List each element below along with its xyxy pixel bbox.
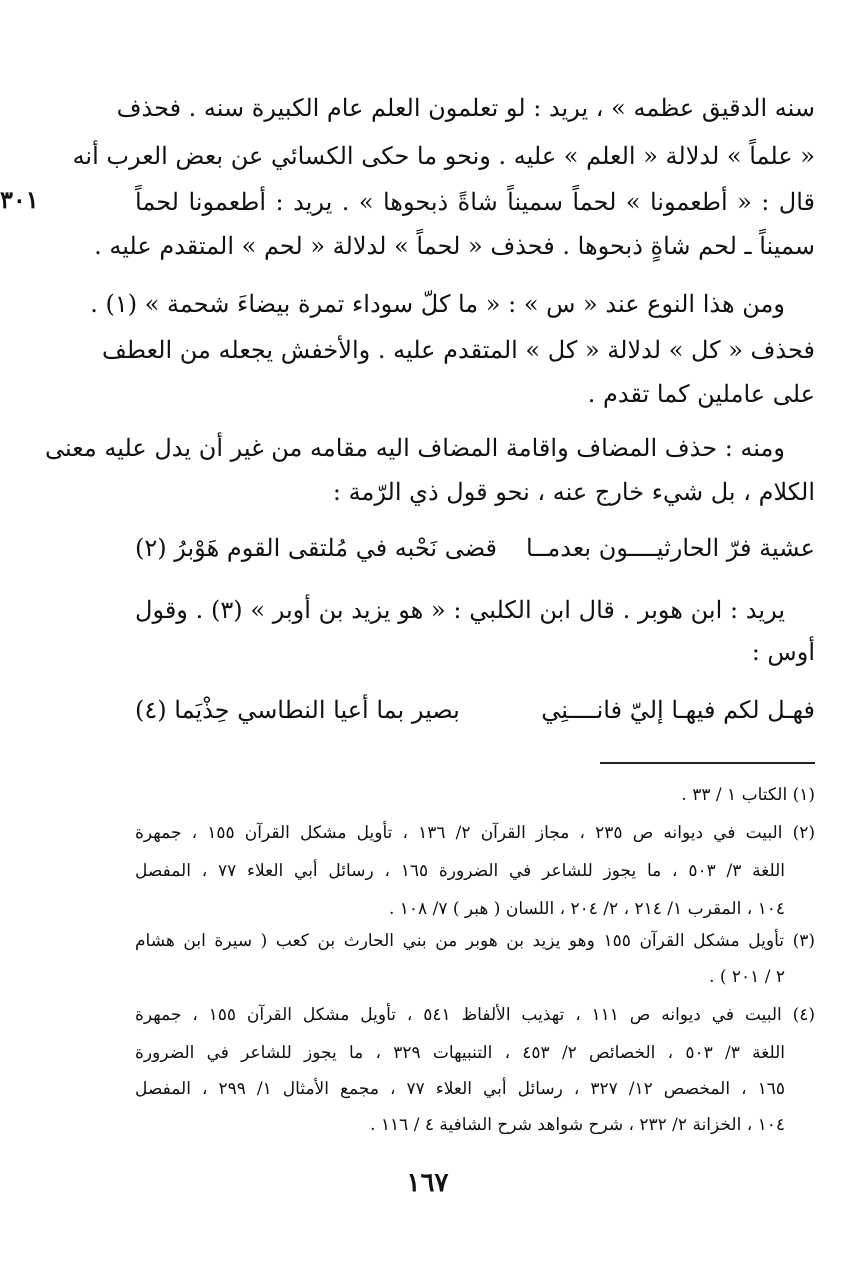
verse-line xyxy=(135,528,815,568)
text-line: ومن هذا النوع عند « س » : « ما كلّ سوداء تمرة بيضاءَ شحمة » (١) . xyxy=(90,290,785,318)
page-number: ١٦٧ xyxy=(406,1168,449,1198)
footnote-line: (٤) البيت في ديوانه ص ١١١ ، تهذيب الألفاظ ٥٤١ ، تأويل مشكل القرآن ١٥٥ ، جمهرة xyxy=(135,1005,816,1025)
footnote-line: اللغة ٣/ ٥٠٣ ، ما يجوز للشاعر في الضرورة ١٦٥ ، رسائل أبي العلاء ٧٧ ، المفصل xyxy=(135,861,785,881)
footnote-line: (٢) البيت في ديوانه ص ٢٣٥ ، مجاز القرآن ٢/ ١٣٦ ، تأويل مشكل القرآن ١٥٥ ، جمهرة xyxy=(135,823,816,843)
text-line: يريد : ابن هوبر . قال ابن الكلبي : « هو يزيد بن أوبر » (٣) . وقول xyxy=(135,596,786,624)
footnote-line: اللغة ٣/ ٥٠٣ ، الخصائص ٢/ ٤٥٣ ، التنبيهات ٣٢٩ ، ما يجوز للشاعر في الضرورة xyxy=(135,1043,785,1063)
verse-hemistich-first: فهـل لكم فيهـا إليّ فانــــنِي xyxy=(541,696,815,724)
text-line: أوس : xyxy=(751,638,815,666)
text-line: على عاملين كما تقدم . xyxy=(587,380,815,408)
text-line: سنه الدقيق عظمه » ، يريد : لو تعلمون العلم عام الكبيرة سنه . فحذف xyxy=(116,94,815,122)
footnote-line: (١) الكتاب ١ / ٣٣ . xyxy=(681,785,815,805)
text-line: « علماً » لدلالة « العلم » عليه . ونحو ما حكى الكسائي عن بعض العرب أنه xyxy=(72,142,815,170)
text-line: ومنه : حذف المضاف واقامة المضاف اليه مقامه من غير أن يدل عليه معنى xyxy=(45,434,785,462)
verse-hemistich-second: قضى نَحْبه في مُلتقى القوم هَوْبرُ (٢) xyxy=(135,534,497,562)
footnote-line: ٢ / ٢٠١ ) . xyxy=(709,967,785,987)
footnote-line: (٣) تأويل مشكل القرآن ١٥٥ وهو يزيد بن هوبر من بني الحارث بن كعب ( سيرة ابن هشام xyxy=(135,931,815,951)
text-line: فحذف « كل » لدلالة « كل » المتقدم عليه . والأخفش يجعله من العطف xyxy=(102,336,815,364)
text-line: قال : « أطعمونا » لحماً سميناً شاةً ذبحوها » . يريد : أطعمونا لحماً xyxy=(135,188,815,216)
margin-number: ٣٠١ xyxy=(0,185,39,214)
verse-hemistich-first: عشية فرّ الحارثيــــون بعدمــا xyxy=(526,534,815,562)
footnote-line: ١٠٤ ، المقرب ١/ ٢١٤ ، ٢/ ٢٠٤ ، اللسان ( هبر ) ٧/ ١٠٨ . xyxy=(388,899,785,919)
footnote-line: ١٦٥ ، المخصص ١٢/ ٣٢٧ ، رسائل أبي العلاء ٧٧ ، مجمع الأمثال ١/ ٢٩٩ ، المفصل xyxy=(135,1079,785,1099)
verse-hemistich-second: بصير بما أعيا النطاسي حِذْيَما (٤) xyxy=(135,696,460,724)
footnote-line: ١٠٤ ، الخزانة ٢/ ٢٣٢ ، شرح شواهد شرح الشافية ٤ / ١١٦ . xyxy=(370,1115,785,1135)
footnote-separator xyxy=(600,762,815,764)
verse-line xyxy=(135,690,815,730)
text-line: سميناً ـ لحم شاةٍ ذبحوها . فحذف « لحماً » لدلالة « لحم » المتقدم عليه . xyxy=(94,232,815,260)
text-line: الكلام ، بل شيء خارج عنه ، نحو قول ذي الرّمة : xyxy=(332,478,815,506)
